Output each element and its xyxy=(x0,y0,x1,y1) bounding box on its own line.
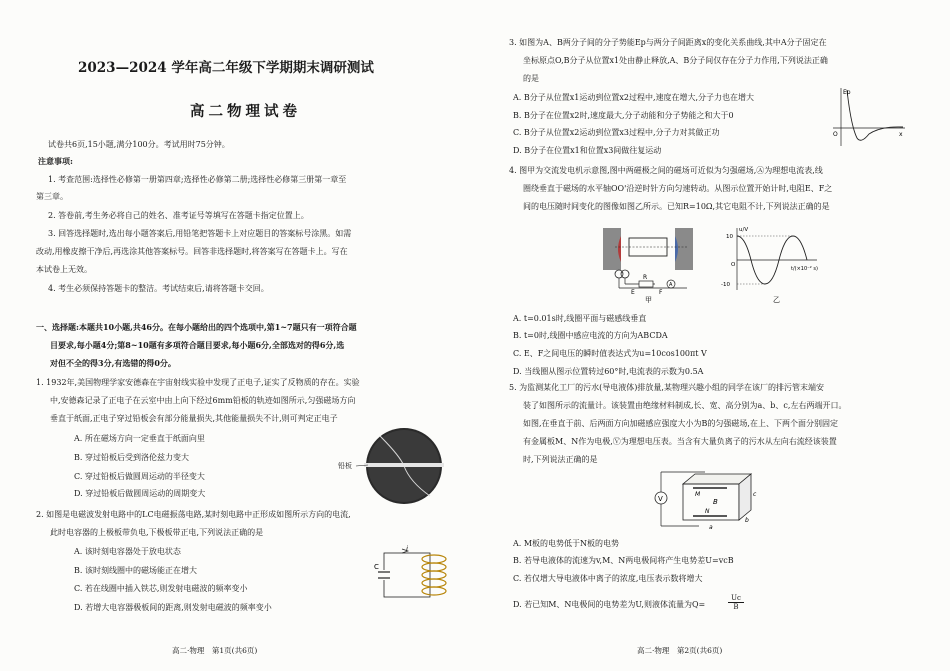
q2-option-b: B. 该时刻线圈中的磁场能正在增大 xyxy=(74,566,197,575)
q4-line2: 圈绕垂直于磁场的水平轴OO'沿逆时针方向匀速转动。从图示位置开始计时,电阻E、F之 xyxy=(523,184,833,193)
q3-option-d: D. B分子在位置x1和位置x3间做往复运动 xyxy=(513,146,662,155)
q4-option-c: C. E、F之间电压的瞬时值表达式为u=10cos100πt V xyxy=(513,349,707,358)
q5-line2: 装了如图所示的流量计。该装置由绝缘材料制成,长、宽、高分别为a、b、c,左右两端开口。 xyxy=(523,401,847,410)
q3-fig-x-label: x xyxy=(899,131,903,138)
right-page xyxy=(475,0,950,671)
q2-option-c: C. 若在线圈中插入铁芯,则发射电磁波的频率变小 xyxy=(74,584,248,593)
q5-option-b: B. 若导电液体的流速为v,M、N两电极间将产生电势差U=vcB xyxy=(513,556,734,565)
q4-fig-10: 10 xyxy=(726,234,733,240)
q5-option-a: A. M板的电势低于N板的电势 xyxy=(513,539,620,548)
q5-line3: 如图,在垂直于前、后两面方向加磁感应强度大小为B的匀强磁场,在上、下两个面分别固定 xyxy=(523,419,838,428)
q5-line1: 5. 为监测某化工厂的污水(导电液体)排放量,某物理兴趣小组的同学在该厂的排污管末端安 xyxy=(509,383,824,392)
q5-line5: 时,下列说法正确的是 xyxy=(523,455,598,464)
q3-potential-energy-graph xyxy=(827,86,907,148)
q3-fig-ep-label: Ep xyxy=(843,89,851,96)
q1-option-c: C. 穿过铅板后做圆周运动的半径变大 xyxy=(74,472,205,481)
q4-fig-f: F xyxy=(659,289,663,296)
note-3b: 改动,用橡皮擦干净后,再选涂其他答案标号。回答非选择题时,将答案写在答题卡上。写在 xyxy=(36,247,348,256)
q1-option-d: D. 穿过铅板后做圆周运动的周期变大 xyxy=(74,489,206,498)
q4-option-b: B. t=0时,线圈中感应电流的方向为ABCDA xyxy=(513,331,668,340)
footer-left: 高二·物理 第1页(共6页) xyxy=(172,646,258,655)
q2-line2: 此时电容器的上极板带负电,下极板带正电,下列说法正确的是 xyxy=(50,528,264,537)
q1-option-b: B. 穿过铅板后受到洛伦兹力变大 xyxy=(74,453,189,462)
q1-option-a: A. 所在磁场方向一定垂直于纸面向里 xyxy=(74,434,205,443)
q5-option-d-denominator: B xyxy=(733,603,739,611)
q4-voltage-graph-yi xyxy=(721,226,825,304)
q3-option-a: A. B分子从位置x1运动到位置x2过程中,速度在增大,分子力也在增大 xyxy=(513,93,755,102)
q5-fig-n: N xyxy=(705,508,710,515)
q2-fig-label-i: i xyxy=(406,545,408,553)
q1-line2: 中,安德森记录了正电子在云室中由上向下经过6mm铅板的轨迹如图所示,匀强磁场方向 xyxy=(50,396,356,405)
q3-option-c: C. B分子从位置x2运动到位置x3过程中,分子力对其做正功 xyxy=(513,128,720,137)
section1-line2: 目要求,每小题4分;第8~10题有多项符合题目要求,每小题6分,全部选对的得6分,选 xyxy=(50,340,345,350)
note-3a: 3. 回答选择题时,选出每小题答案后,用铅笔把答题卡上对应题目的答案标号涂黑。如需 xyxy=(48,229,352,238)
q3-line2: 坐标原点O,B分子从位置x1处由静止释放,A、B分子间仅存在分子力作用,下列说法正确 xyxy=(523,56,828,65)
q4-option-d: D. 当线圈从图示位置转过60°时,电流表的示数为0.5A xyxy=(513,367,704,376)
q4-fig-u-label: u/V xyxy=(739,227,749,233)
q4-fig-e: E xyxy=(631,289,635,296)
q5-fig-voltmeter: V xyxy=(658,495,663,503)
q4-line1: 4. 图甲为交流发电机示意图,图中两磁极之间的磁场可近似为匀强磁场,Ⓐ为理想电流表,线 xyxy=(509,166,823,175)
note-2: 2. 答卷前,考生务必将自己的姓名、准考证号等填写在答题卡指定位置上。 xyxy=(48,211,309,220)
q5-option-c: C. 若仅增大导电液体中离子的浓度,电压表示数将增大 xyxy=(513,574,703,583)
q5-fig-b-width: b xyxy=(745,517,749,524)
q5-fig-m: M xyxy=(695,491,701,498)
section1-line3: 对但不全的得3分,有选错的得0分。 xyxy=(50,358,176,368)
q3-option-b: B. B分子在位置x2时,速度最大,分子动能和分子势能之和大于0 xyxy=(513,111,734,120)
subject-title: 高二物理试卷 xyxy=(190,103,301,120)
q4-option-a: A. t=0.01s时,线圈平面与磁感线垂直 xyxy=(513,314,647,323)
q5-fig-c: c xyxy=(753,491,757,498)
q4-fig-ammeter: A xyxy=(669,282,673,288)
q3-fig-origin: O xyxy=(833,131,838,138)
q1-line3: 垂直于纸面,正电子穿过铅板会有部分能量损失,其他能量损失不计,则可判定正电子 xyxy=(50,414,338,423)
note-1a: 1. 考查范围:选择性必修第一册第四章;选择性必修第二册;选择性必修第三册第一章至 xyxy=(48,175,347,184)
q4-line3: 间的电压随时间变化的图像如图乙所示。已知R=10Ω,其它电阻不计,下列说法正确的是 xyxy=(523,202,830,211)
q5-option-d-numerator: Uc xyxy=(728,594,744,603)
note-4: 4. 考生必须保持答题卡的整洁。考试结束后,请将答题卡交回。 xyxy=(48,284,269,293)
q5-option-d: D. 若已知M、N电极间的电势差为U,则液体流量为Q= xyxy=(513,600,706,609)
q1-cloud-chamber-figure xyxy=(338,426,450,506)
exam-info: 试卷共6页,15小题,满分100分。考试用时75分钟。 xyxy=(48,140,230,149)
q5-line4: 有金属板M、N作为电极,Ⓥ为理想电压表。当含有大量负离子的污水从左向右流经该装置 xyxy=(523,437,837,446)
q5-flowmeter-figure xyxy=(653,466,773,534)
q4-fig-origin: O xyxy=(731,262,736,268)
q4-fig-jia: 甲 xyxy=(645,296,652,304)
q2-lc-circuit-figure xyxy=(374,545,458,605)
q2-option-d: D. 若增大电容器极板间的距离,则发射电磁波的频率变小 xyxy=(74,603,272,612)
q4-generator-figure-jia xyxy=(595,216,707,304)
q1-line1: 1. 1932年,美国物理学家安德森在宇宙射线实验中发现了正电子,证实了反物质的存在。实验 xyxy=(36,378,360,387)
q3-line3: 的是 xyxy=(523,74,539,83)
q4-fig-yi: 乙 xyxy=(773,296,780,304)
footer-right: 高二·物理 第2页(共6页) xyxy=(637,646,723,655)
q5-fig-b: B xyxy=(713,498,718,506)
q2-line1: 2. 如图是电磁波发射电路中的LC电磁振荡电路,某时刻电路中正形成如图所示方向的电流, xyxy=(36,510,351,519)
note-3c: 本试卷上无效。 xyxy=(36,265,92,274)
q3-line1: 3. 如图为A、B两分子间的分子势能Ep与两分子间距离x的变化关系曲线,其中A分子固定在 xyxy=(509,38,827,47)
q5-fig-a: a xyxy=(709,524,713,531)
q1-fig-label-lead-plate: 铅板 xyxy=(338,462,352,470)
q4-fig-t-label: t/(×10⁻² s) xyxy=(791,266,818,272)
q4-fig-r: R xyxy=(643,274,648,281)
exam-title: 2023—2024 学年高二年级下学期期末调研测试 xyxy=(78,60,374,76)
q4-fig-minus10: -10 xyxy=(721,282,730,288)
notes-title: 注意事项: xyxy=(38,156,73,166)
q2-option-a: A. 该时刻电容器处于放电状态 xyxy=(74,547,181,556)
note-1b: 第三章。 xyxy=(36,192,68,201)
section1-line1: 一、选择题:本题共10小题,共46分。在每小题给出的四个选项中,第1~7题只有一项符合题 xyxy=(36,322,357,332)
q2-fig-label-c: C xyxy=(374,563,379,571)
